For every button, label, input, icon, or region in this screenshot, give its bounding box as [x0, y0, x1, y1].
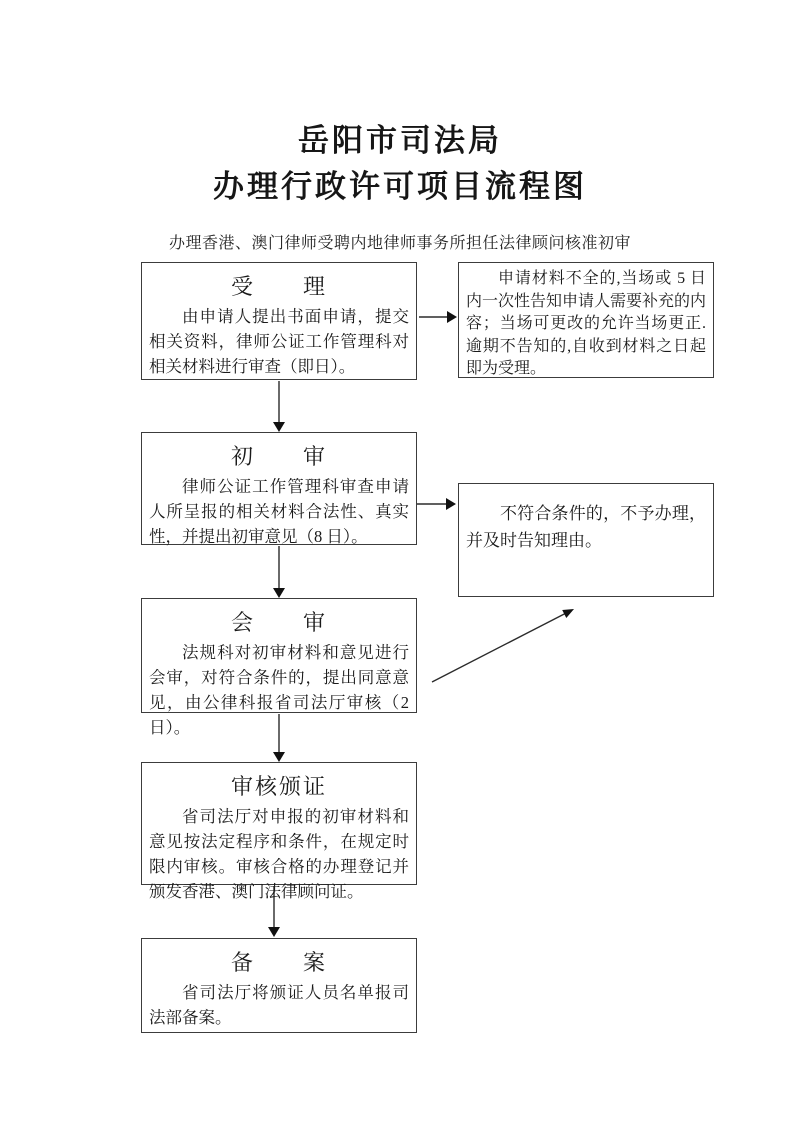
flow-note-incomplete-materials [458, 262, 714, 378]
arrow-acceptance-to-initial-review-icon [273, 381, 285, 432]
flow-step-initial-review-title: 初 审 [230, 444, 327, 469]
flow-step-certification [141, 762, 417, 901]
flow-step-joint-review-title: 会 审 [230, 610, 327, 635]
flow-step-initial-review-body: 律师公证工作管理科审查申请人所呈报的相关材料合法性、真实性，并提出初审意见（8 日）。 [149, 477, 409, 546]
flow-step-filing [141, 938, 417, 1033]
arrow-joint-review-to-rejection-note-icon [432, 609, 574, 682]
doc-subtitle: 办理香港、澳门律师受聘内地律师事务所担任法律顾问核准初审 [168, 235, 631, 252]
arrow-initial-review-to-joint-review-icon [273, 546, 285, 598]
flow-step-filing-title: 备 案 [230, 950, 327, 975]
flow-step-acceptance [141, 262, 417, 380]
flow-note-incomplete-materials-body: 申请材料不全的,当场或 5 日内一次性告知申请人需要补充的内容；当场可更改的允许当场更正.逾期不告知的,自收到材料之日起即为受理。 [466, 270, 707, 377]
flow-step-certification-title: 审核颁证 [230, 774, 327, 799]
arrow-acceptance-to-incomplete-note-icon [419, 311, 457, 323]
flow-step-acceptance-title: 受 理 [230, 274, 327, 299]
doc-title-line1: 岳阳市司法局 [298, 123, 502, 158]
flow-note-rejection-body: 不符合条件的，不予办理，并及时告知理由。 [466, 504, 706, 550]
flow-note-rejection [458, 483, 714, 597]
flow-step-joint-review [141, 598, 417, 737]
flow-step-joint-review-body: 法规科对初审材料和意见进行会审，对符合条件的，提出同意意见，由公律科报省司法厅审核（2 日）。 [149, 643, 409, 737]
flow-step-acceptance-body: 由申请人提出书面申请，提交相关资料，律师公证工作管理科对相关材料进行审查（即日）。 [149, 307, 409, 376]
document-header [0, 118, 800, 253]
doc-title-line2: 办理行政许可项目流程图 [213, 169, 587, 204]
flow-step-certification-body: 省司法厅对申报的初审材料和意见按法定程序和条件，在规定时限内审核。审核合格的办理登记并颁发香港、澳门法律顾问证。 [149, 807, 409, 901]
arrow-initial-review-to-rejection-note-icon [415, 498, 456, 510]
flow-step-filing-body: 省司法厅将颁证人员名单报司法部备案。 [149, 983, 409, 1027]
flow-step-initial-review [141, 432, 417, 545]
